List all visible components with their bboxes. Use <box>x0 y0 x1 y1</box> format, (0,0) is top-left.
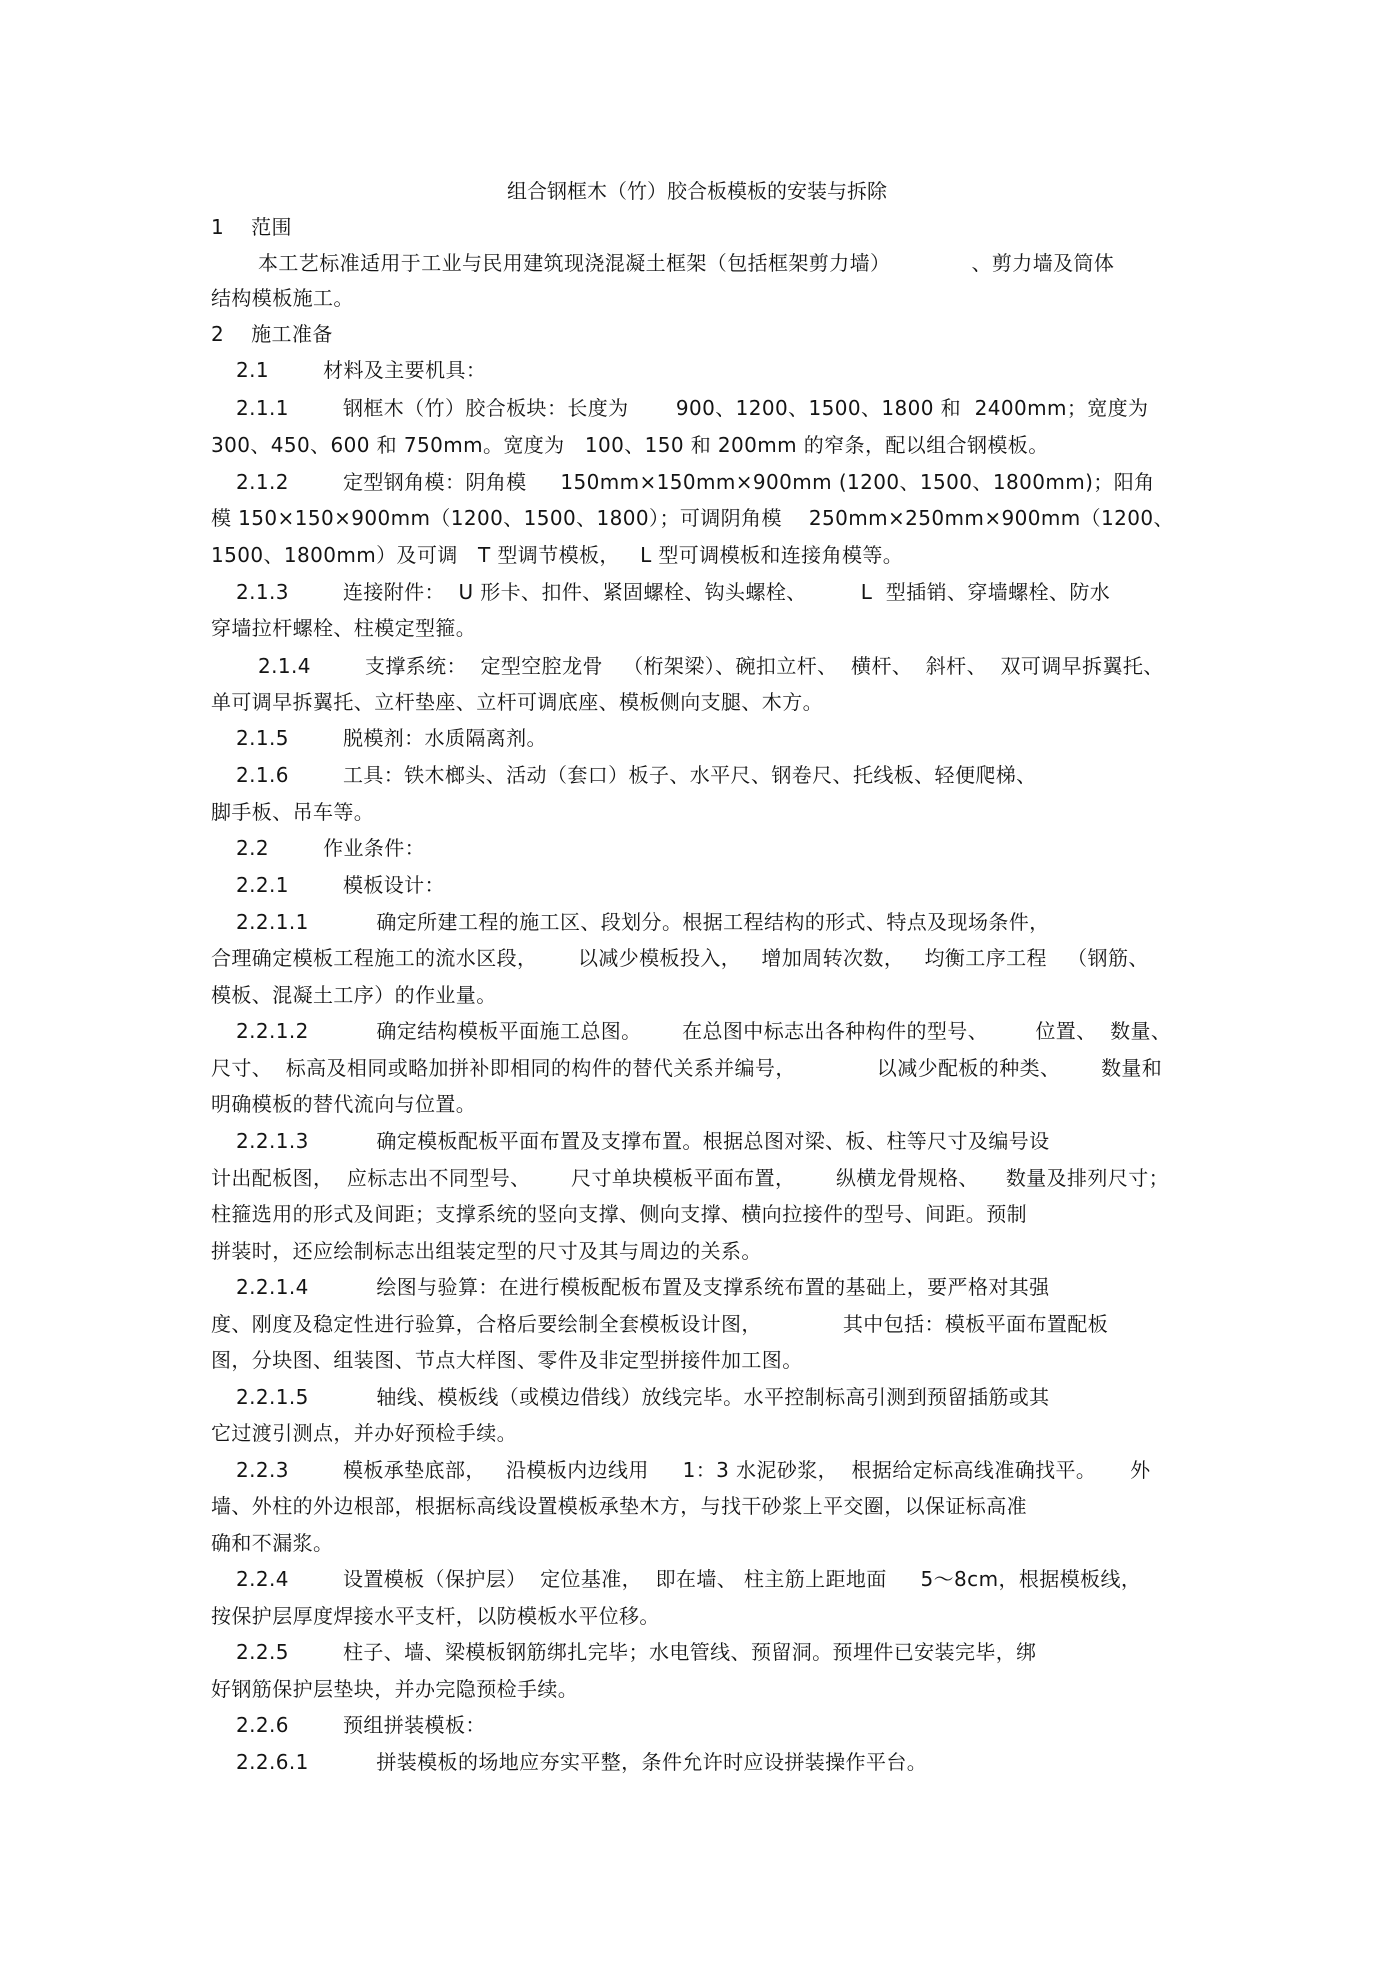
paragraph-line: 2.1.1 钢框木（竹）胶合板块：长度为 900、1200、1500、1800 和 2400mm；宽度为 <box>236 396 1149 420</box>
paragraph-line: 2.1.2 定型钢角模：阴角模 150mm×150mm×900mm (1200、1500、1800mm)；阳角 <box>236 470 1155 494</box>
paragraph-line: 2.1.3 连接附件： U 形卡、扣件、紧固螺栓、钩头螺栓、 L 型插销、穿墙螺栓、防水 <box>236 580 1111 604</box>
paragraph-line: 2.2.1.2 确定结构模板平面施工总图。 在总图中标志出各种构件的型号、 位置、 数量、 <box>236 1019 1172 1043</box>
paragraph-line: 穿墙拉杆螺栓、柱模定型箍。 <box>211 616 477 640</box>
paragraph-line: 明确模板的替代流向与位置。 <box>211 1092 477 1116</box>
paragraph-line: 柱箍选用的形式及间距；支撑系统的竖向支撑、侧向支撑、横向拉接件的型号、间距。预制 <box>211 1202 1027 1226</box>
document-title: 组合钢框木（竹）胶合板模板的安装与拆除 <box>507 179 887 203</box>
paragraph-line: 它过渡引测点，并办好预检手续。 <box>211 1421 517 1445</box>
subsection-heading: 2.2.1 模板设计： <box>236 873 445 897</box>
paragraph-line: 2.2.4 设置模板（保护层） 定位基准， 即在墙、 柱主筋上距地面 5～8cm，根据模板线， <box>236 1567 1142 1591</box>
subsection-heading: 2.2 作业条件： <box>236 836 426 860</box>
paragraph-line: 尺寸、 标高及相同或略加拼补即相同的构件的替代关系并编号， 以减少配板的种类、 数量和 <box>211 1056 1163 1080</box>
paragraph-line: 2.2.3 模板承垫底部， 沿模板内边线用 1：3 水泥砂浆， 根据给定标高线准确找平。 外 <box>236 1458 1151 1482</box>
paragraph-line: 合理确定模板工程施工的流水区段， 以减少模板投入， 增加周转次数， 均衡工序工程 （钢筋、 <box>211 946 1149 970</box>
paragraph-line: 度、刚度及稳定性进行验算，合格后要绘制全套模板设计图， 其中包括：模板平面布置配板 <box>211 1312 1109 1336</box>
paragraph-line: 2.2.6.1 拼装模板的场地应夯实平整，条件允许时应设拼装操作平台。 <box>236 1750 928 1774</box>
paragraph-line: 2.2.5 柱子、墙、梁模板钢筋绑扎完毕；水电管线、预留洞。预埋件已安装完毕，绑 <box>236 1640 1037 1664</box>
paragraph-line: 模板、混凝土工序）的作业量。 <box>211 983 497 1007</box>
paragraph-line: 2.1.4 支撑系统： 定型空腔龙骨 （桁架梁）、碗扣立杆、 横杆、 斜杆、 双可调早拆翼托、 <box>258 654 1164 678</box>
paragraph-line: 2.1.5 脱模剂：水质隔离剂。 <box>236 726 547 750</box>
paragraph-line: 本工艺标准适用于工业与民用建筑现浇混凝土框架（包括框架剪力墙） 、剪力墙及筒体 <box>258 251 1115 275</box>
paragraph-line: 2.2.1.3 确定模板配板平面布置及支撑布置。根据总图对梁、板、柱等尺寸及编号设 <box>236 1129 1050 1153</box>
paragraph-line: 墙、外柱的外边根部，根据标高线设置模板承垫木方，与找干砂浆上平交圈，以保证标高准 <box>211 1494 1027 1518</box>
section-heading: 1 范围 <box>211 215 292 239</box>
paragraph-line: 2.2.1.1 确定所建工程的施工区、段划分。根据工程结构的形式、特点及现场条件， <box>236 910 1050 934</box>
paragraph-line: 2.1.6 工具：铁木榔头、活动（套口）板子、水平尺、钢卷尺、托线板、轻便爬梯、 <box>236 763 1037 787</box>
paragraph-line: 模 150×150×900mm（1200、1500、1800）；可调阴角模 250mm×250mm×900mm（1200、 <box>211 506 1174 530</box>
paragraph-line: 图，分块图、组装图、节点大样图、零件及非定型拼接件加工图。 <box>211 1348 803 1372</box>
paragraph-line: 300、450、600 和 750mm。宽度为 100、150 和 200mm 的窄条，配以组合钢模板。 <box>211 433 1049 457</box>
subsection-heading: 2.1 材料及主要机具： <box>236 358 487 382</box>
paragraph-line: 2.2.1.5 轴线、模板线（或模边借线）放线完毕。水平控制标高引测到预留插筋或其 <box>236 1385 1050 1409</box>
paragraph-line: 脚手板、吊车等。 <box>211 800 375 824</box>
paragraph-line: 2.2.1.4 绘图与验算：在进行模板配板布置及支撑系统布置的基础上，要严格对其强 <box>236 1275 1050 1299</box>
paragraph-line: 按保护层厚度焊接水平支杆，以防模板水平位移。 <box>211 1604 660 1628</box>
paragraph-line: 结构模板施工。 <box>211 286 354 310</box>
section-heading: 2 施工准备 <box>211 322 333 346</box>
paragraph-line: 计出配板图， 应标志出不同型号、 尺寸单块模板平面布置， 纵横龙骨规格、 数量及排列尺寸； <box>211 1166 1170 1190</box>
paragraph-line: 确和不漏浆。 <box>211 1531 334 1555</box>
subsection-heading: 2.2.6 预组拼装模板： <box>236 1713 486 1737</box>
paragraph-line: 好钢筋保护层垫块，并办完隐预检手续。 <box>211 1677 579 1701</box>
paragraph-line: 单可调早拆翼托、立杆垫座、立杆可调底座、模板侧向支腿、木方。 <box>211 690 823 714</box>
paragraph-line: 1500、1800mm）及可调 T 型调节模板， L 型可调模板和连接角模等。 <box>211 543 904 567</box>
paragraph-line: 拼装时，还应绘制标志出组装定型的尺寸及其与周边的关系。 <box>211 1239 762 1263</box>
